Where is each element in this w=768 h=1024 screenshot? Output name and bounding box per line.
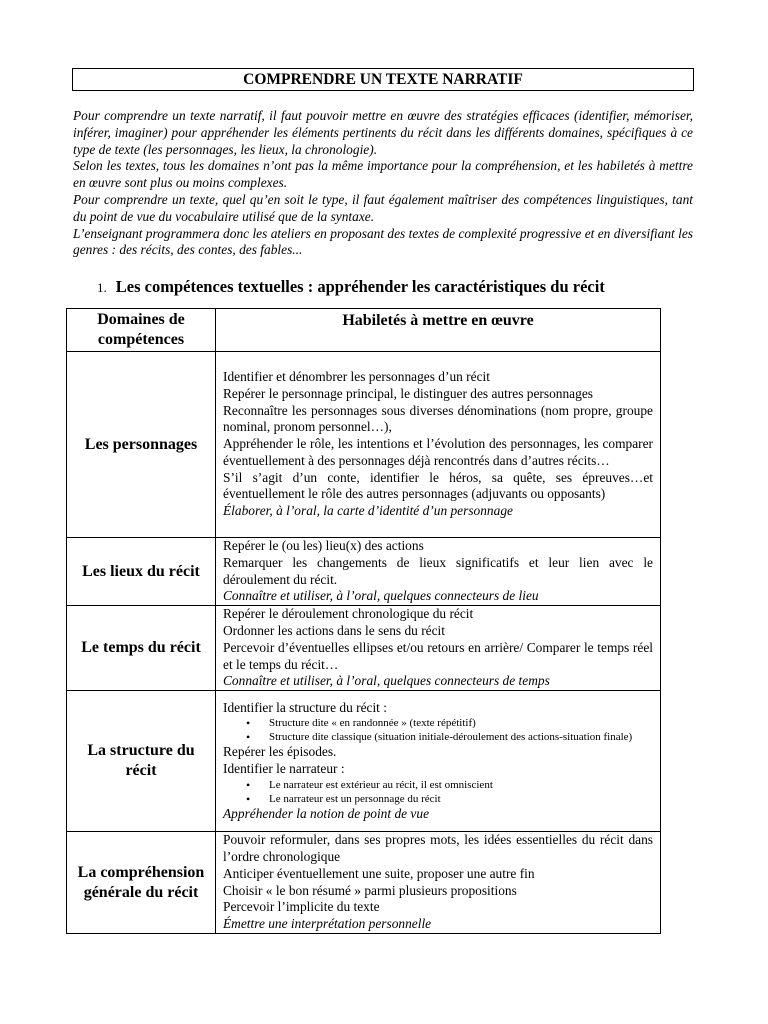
skill-line: Choisir « le bon résumé » parmi plusieurs propositions bbox=[223, 882, 517, 898]
oral-activity: Élaborer, à l’oral, la carte d’identité d’un personnage bbox=[223, 503, 513, 519]
narrator-list bbox=[223, 778, 653, 806]
header-skills: Habiletés à mettre en œuvre bbox=[216, 309, 661, 352]
table-header-row bbox=[67, 309, 661, 352]
skill-line: Reconnaître les personnages sous diverses dénominations (nom propre, groupe nominal, pronom personnel…), bbox=[223, 402, 653, 435]
domain-cell: La structure du récit bbox=[67, 691, 216, 832]
skills-table bbox=[66, 308, 661, 934]
list-item: • Le narrateur est extérieur au récit, il est omniscient bbox=[269, 778, 653, 792]
skill-line: Repérer le (ou les) lieu(x) des actions bbox=[223, 538, 424, 553]
skill-line: S’il s’agit d’un conte, identifier le héros, sa quête, ses épreuves…et éventuellement le rôle des autres personnages (adjuvants ou opposants) bbox=[223, 469, 653, 502]
table-row bbox=[67, 832, 661, 934]
oral-activity: Appréhender la notion de point de vue bbox=[223, 805, 430, 821]
domain-cell: Les personnages bbox=[67, 352, 216, 538]
domain-cell: La compréhension générale du récit bbox=[67, 832, 216, 934]
list-item: • Le narrateur est un personnage du récit bbox=[269, 792, 653, 806]
skills-cell bbox=[216, 691, 661, 832]
intro-paragraph: Pour comprendre un texte, quel qu’en soit le type, il faut également maîtriser des compétences linguistiques, tant du point de vue du vocabulaire utilisé que de la syntaxe. bbox=[73, 191, 693, 224]
oral-activity: Connaître et utiliser, à l’oral, quelques connecteurs de lieu bbox=[223, 588, 539, 604]
skill-line: Percevoir l’implicite du texte bbox=[223, 899, 380, 915]
skill-line: Repérer le déroulement chronologique du récit bbox=[223, 606, 474, 622]
skill-line: Identifier la structure du récit : bbox=[223, 699, 387, 715]
structure-list bbox=[223, 716, 653, 744]
table-row bbox=[67, 352, 661, 538]
header-domains: Domaines de compétences bbox=[67, 309, 216, 352]
intro-text bbox=[73, 108, 693, 259]
skills-cell bbox=[216, 606, 661, 691]
oral-activity: Émettre une interprétation personnelle bbox=[223, 916, 432, 932]
skill-line: Appréhender le rôle, les intentions et l’évolution des personnages, les comparer éventuellement à des personnages déjà rencontrés dans d’autres récits… bbox=[223, 436, 653, 468]
table-row bbox=[67, 606, 661, 691]
skills-cell bbox=[216, 352, 661, 538]
table-row bbox=[67, 691, 661, 832]
skill-line: Identifier et dénombrer les personnages d’un récit bbox=[223, 368, 490, 384]
intro-paragraph: Selon les textes, tous les domaines n’ont pas la même importance pour la compréhension, et les habiletés à mettre en œuvre sont plus ou moins complexes. bbox=[73, 158, 693, 191]
intro-paragraph: Pour comprendre un texte narratif, il faut pouvoir mettre en œuvre des stratégies efficaces (identifier, mémoriser, inférer, imaginer) pour appréhender les éléments pertinents du récit dans les différents domaines, spécifiques à ce type de texte (les personnages, les lieux, la chronologie). bbox=[73, 108, 693, 157]
skill-line: Remarquer les changements de lieux significatifs et leur lien avec le déroulement du récit. bbox=[223, 554, 653, 587]
domain-cell: Le temps du récit bbox=[67, 606, 216, 691]
list-item: • Structure dite « en randonnée » (texte répétitif) bbox=[269, 716, 653, 730]
table-row bbox=[67, 538, 661, 606]
skill-line: Ordonner les actions dans le sens du récit bbox=[223, 622, 445, 638]
intro-paragraph: L’enseignant programmera donc les ateliers en proposant des textes de complexité progressive et en diversifiant les genres : des récits, des contes, des fables... bbox=[73, 225, 693, 258]
skill-line: Repérer le personnage principal, le distinguer des autres personnages bbox=[223, 385, 593, 401]
oral-activity: Connaître et utiliser, à l’oral, quelques connecteurs de temps bbox=[223, 673, 550, 689]
skill-line: Identifier le narrateur : bbox=[223, 761, 345, 777]
section-number: 1. bbox=[97, 280, 107, 295]
skills-cell bbox=[216, 538, 661, 606]
domain-cell: Les lieux du récit bbox=[67, 538, 216, 606]
skill-line: Percevoir d’éventuelles ellipses et/ou retours en arrière/ Comparer le temps réel et le temps du récit… bbox=[223, 639, 653, 672]
section-title: Les compétences textuelles : appréhender les caractéristiques du récit bbox=[115, 277, 605, 296]
skill-line: Pouvoir reformuler, dans ses propres mots, les idées essentielles du récit dans l’ordre chronologique bbox=[223, 832, 653, 865]
skills-cell bbox=[216, 832, 661, 934]
skill-line: Anticiper éventuellement une suite, proposer une autre fin bbox=[223, 865, 535, 881]
list-item: • Structure dite classique (situation initiale-déroulement des actions-situation finale) bbox=[269, 730, 653, 744]
skill-line: Repérer les épisodes. bbox=[223, 744, 337, 760]
document-title: COMPRENDRE UN TEXTE NARRATIF bbox=[72, 68, 694, 91]
section-heading bbox=[97, 277, 605, 298]
